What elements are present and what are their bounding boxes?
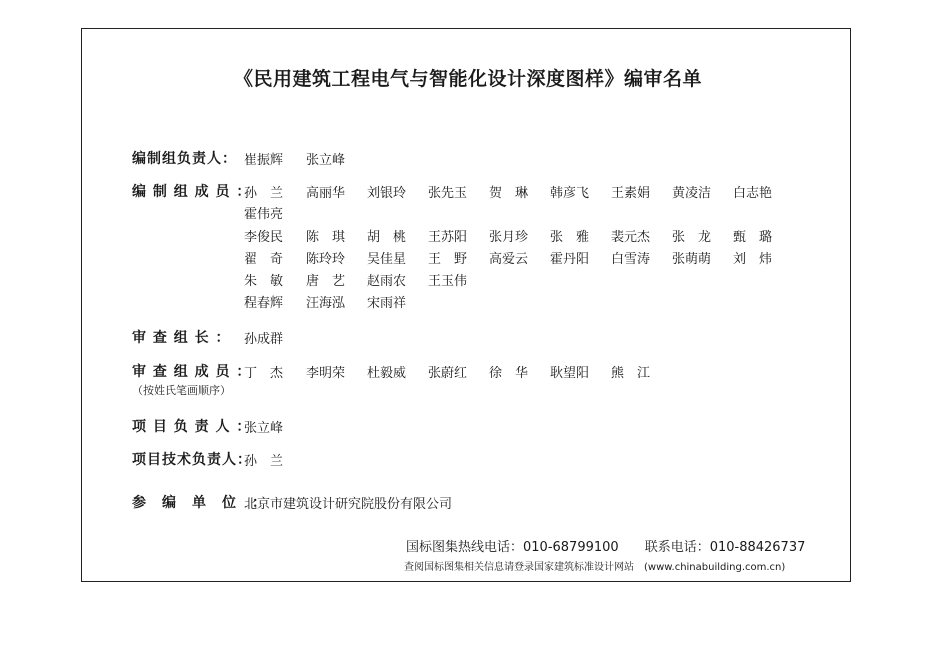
person-name: 熊 江 xyxy=(611,366,651,381)
person-name: 张 龙 xyxy=(672,230,712,245)
person-name: 王苏阳 xyxy=(428,230,468,245)
project-tech-leader-label: 项目技术负责人： xyxy=(132,452,252,468)
person-name: 霍丹阳 xyxy=(550,252,590,267)
person-name: 丁 杰 xyxy=(244,366,284,381)
project-leader-label: 项 目 负 责 人 ： xyxy=(132,419,252,435)
person-name: 白雪涛 xyxy=(611,252,651,267)
participating-unit-value: 北京市建筑设计研究院股份有限公司 xyxy=(244,497,453,512)
review-members-note: （按姓氏笔画顺序） xyxy=(132,384,231,397)
person-name: 张先玉 xyxy=(428,186,468,201)
person-name: 裴元杰 xyxy=(611,230,651,245)
person-name: 刘银玲 xyxy=(367,186,407,201)
participating-unit-label: 参 编 单 位 ： xyxy=(132,495,267,511)
page-title: 《民用建筑工程电气与智能化设计深度图样》编审名单 xyxy=(233,68,702,90)
person-name: 徐 华 xyxy=(489,366,529,381)
contact-phone-text: 联系电话：010-88426737 xyxy=(644,540,806,555)
person-name: 张萌萌 xyxy=(672,252,712,267)
footer-phones xyxy=(406,536,805,555)
person-name: 黄凌洁 xyxy=(672,186,712,201)
person-name: 李明荣 xyxy=(306,366,346,381)
person-name: 程春辉 xyxy=(244,296,284,311)
person-name: 王素娟 xyxy=(611,186,651,201)
review-members-label: 审 查 组 成 员 ： xyxy=(132,364,252,380)
person-name: 张立峰 xyxy=(306,153,346,168)
person-name: 杜毅威 xyxy=(367,366,407,381)
person-name: 吴佳星 xyxy=(367,252,407,267)
person-name: 汪海泓 xyxy=(306,296,346,311)
person-name: 张 雅 xyxy=(550,230,590,245)
person-name: 贺 琳 xyxy=(489,186,529,201)
hotline-text: 国标图集热线电话：010-68799100 xyxy=(406,540,619,555)
person-name: 唐 艺 xyxy=(306,274,346,289)
person-name: 孙 兰 xyxy=(244,186,284,201)
person-name: 王 野 xyxy=(428,252,468,267)
person-name: 宋雨祥 xyxy=(367,296,407,311)
compile-members-label: 编 制 组 成 员 ： xyxy=(132,184,252,200)
person-name: 白志艳 xyxy=(733,186,773,201)
person-name: 崔振辉 xyxy=(244,153,284,168)
person-name: 霍伟亮 xyxy=(244,207,284,222)
compile-leader-label: 编制组负责人： xyxy=(132,151,237,167)
person-name: 王玉伟 xyxy=(428,274,468,289)
person-name: 赵雨农 xyxy=(367,274,407,289)
person-name: 胡 桃 xyxy=(367,230,407,245)
footer-website-note: 查阅国标图集相关信息请登录国家建筑标准设计网站 (www.chinabuilding.com.cn) xyxy=(404,562,786,573)
person-name: 耿望阳 xyxy=(550,366,590,381)
person-name: 张月珍 xyxy=(489,230,529,245)
review-leader-name: 孙成群 xyxy=(244,332,284,347)
person-name: 朱 敏 xyxy=(244,274,284,289)
person-name: 张蔚红 xyxy=(428,366,468,381)
person-name: 高丽华 xyxy=(306,186,346,201)
project-leader-name: 张立峰 xyxy=(244,421,284,436)
project-tech-leader-name: 孙 兰 xyxy=(244,454,284,469)
person-name: 韩彦飞 xyxy=(550,186,590,201)
person-name: 刘 炜 xyxy=(733,252,773,267)
person-name: 翟 奇 xyxy=(244,252,284,267)
person-name: 高爱云 xyxy=(489,252,529,267)
person-name: 陈玲玲 xyxy=(306,252,346,267)
review-leader-label: 审 查 组 长 ： xyxy=(132,330,231,346)
person-name: 甄 璐 xyxy=(733,230,773,245)
person-name: 陈 琪 xyxy=(306,230,346,245)
person-name: 李俊民 xyxy=(244,230,284,245)
